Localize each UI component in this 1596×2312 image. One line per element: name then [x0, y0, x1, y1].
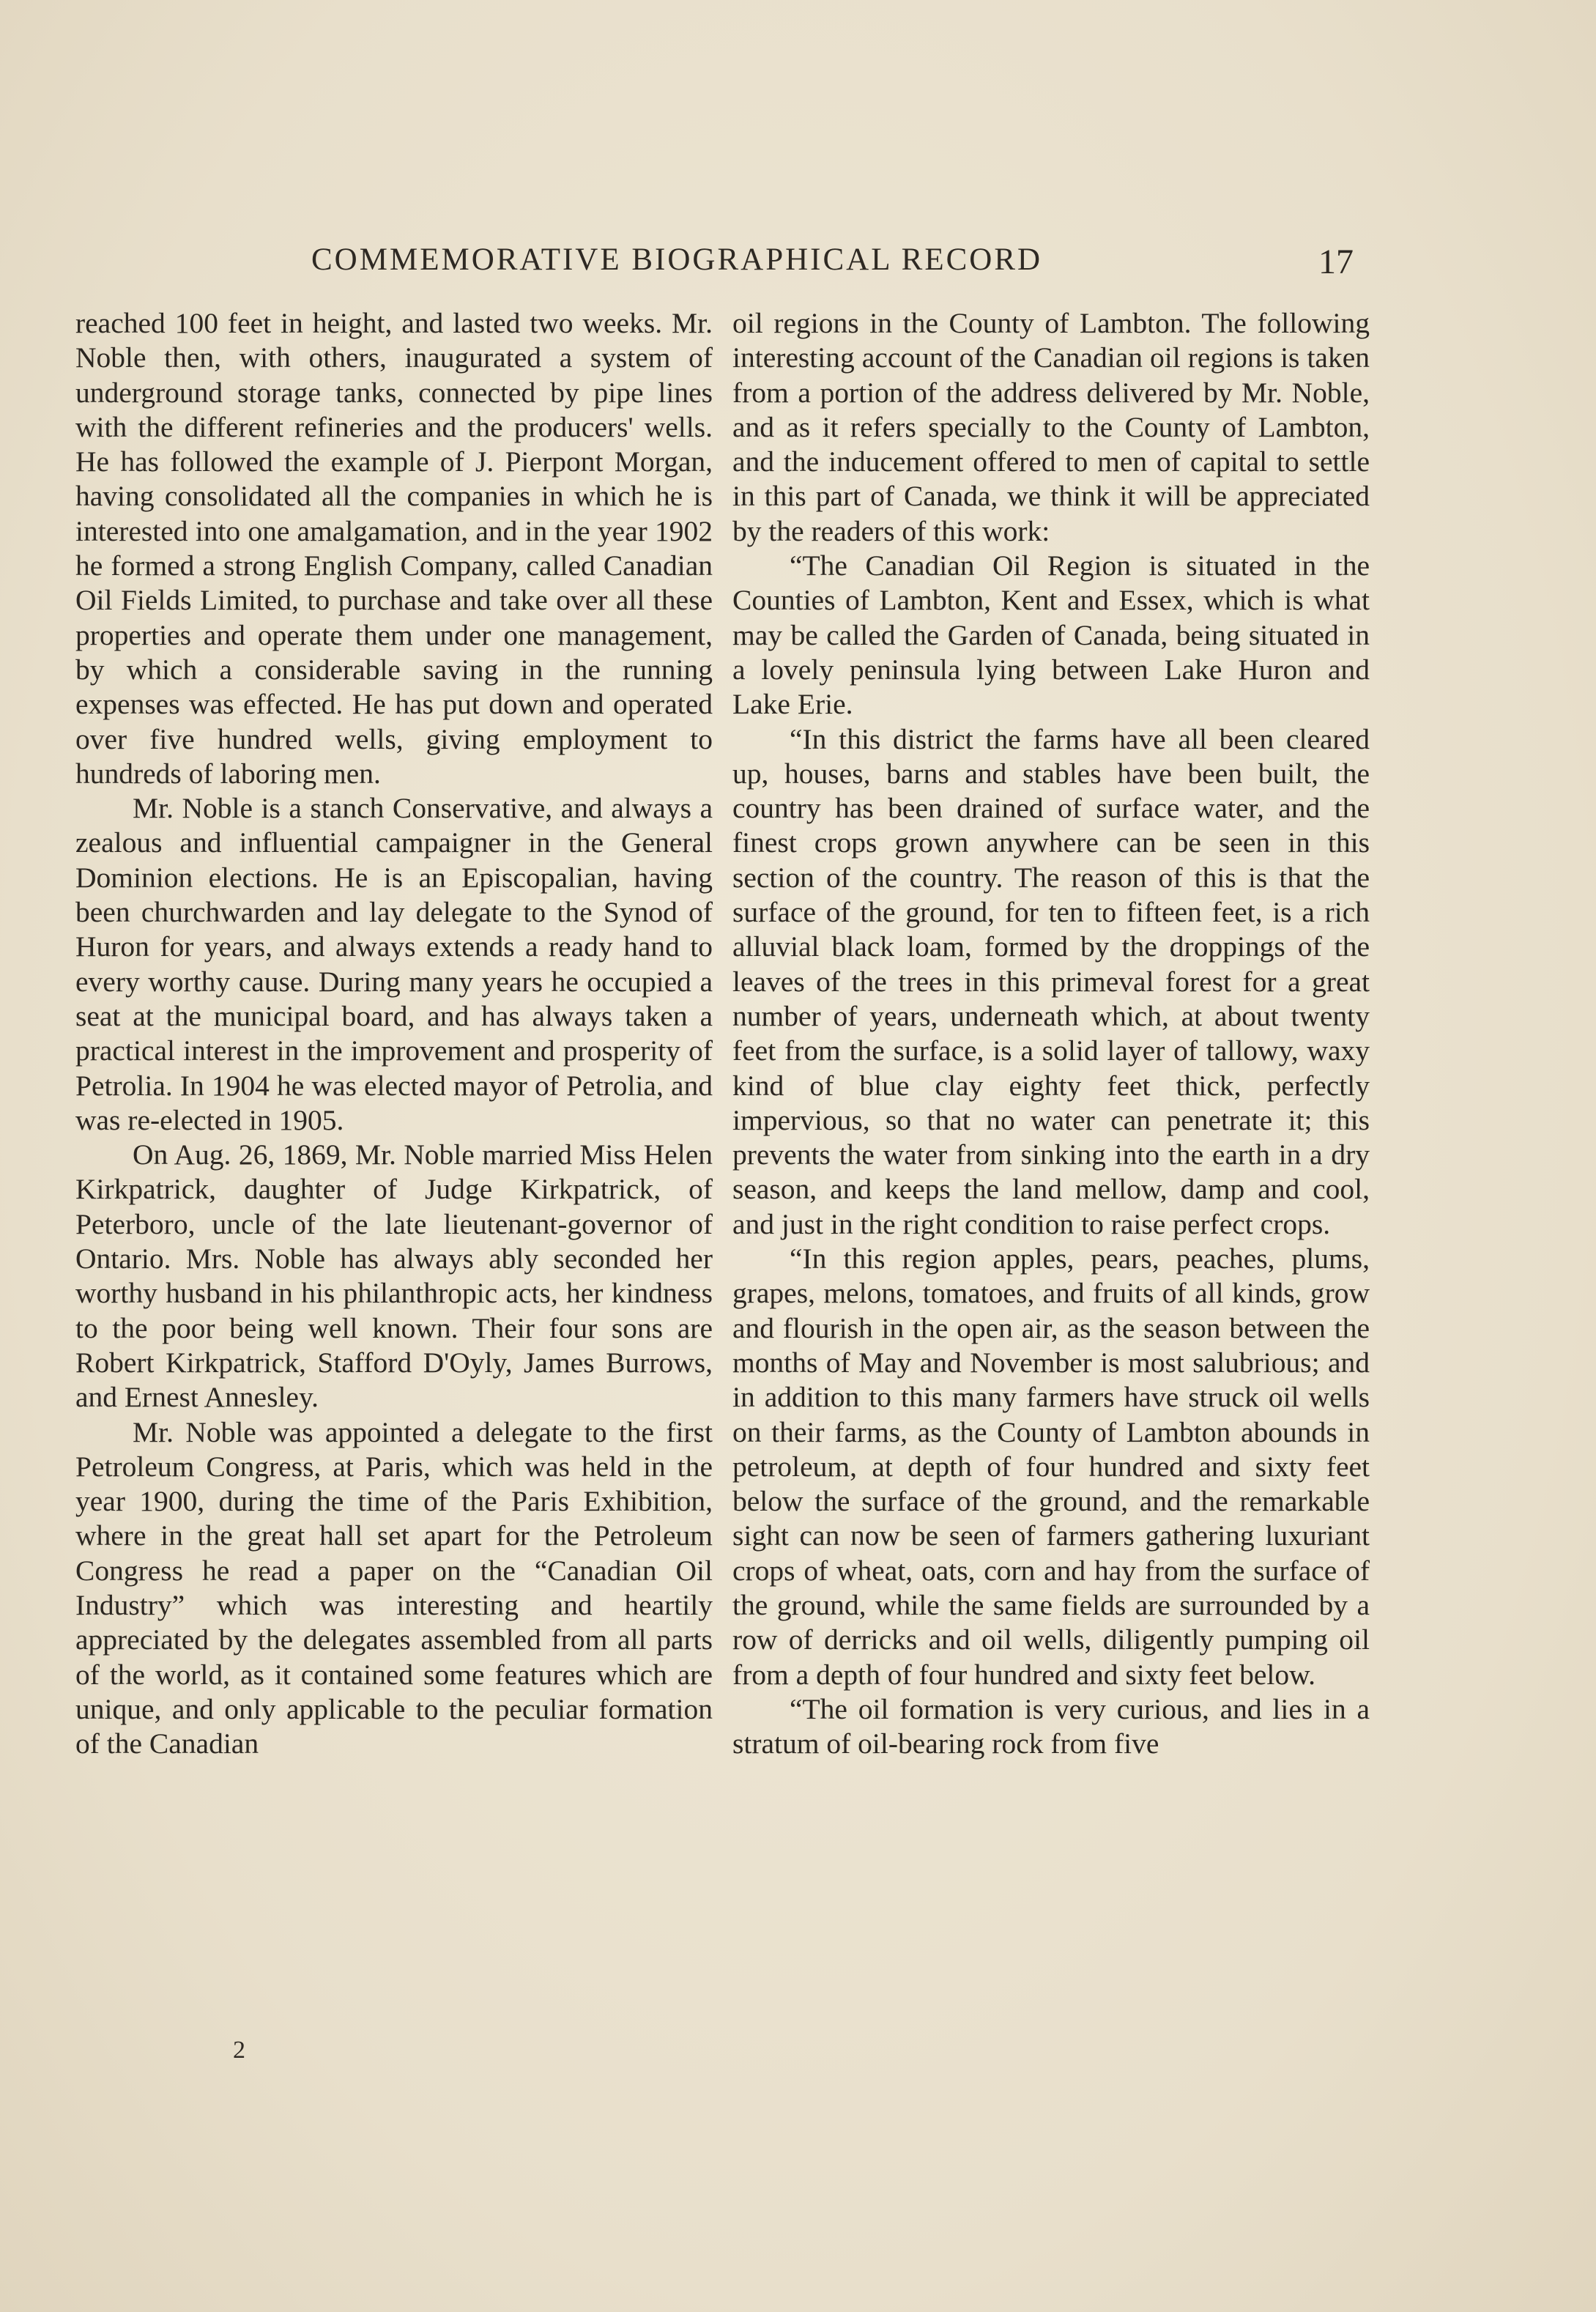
page-header [73, 242, 1362, 286]
right-paragraph-5: “The oil formation is very curious, and lies in a stratum of oil-bearing rock from five [732, 1692, 1370, 1760]
signature-mark: 2 [233, 2037, 245, 2064]
left-paragraph-1: reached 100 feet in height, and lasted two weeks. Mr. Noble then, with others, inaugurated a system of underground storage tanks, connected by pipe lines with the different refineries and the producers' wells. He has followed the example of J. Pierpont Morgan, having consolidated all the companies in which he is interested into one amalgamation, and in the year 1902 he formed a strong English Company, called Canadian Oil Fields Limited, to purchase and take over all these properties and operate them under one management, by which a considerable saving in the running expenses was effected. He has put down and operated over five hundred wells, giving employment to hundreds of laboring men. [75, 307, 713, 790]
right-paragraph-4: “In this region apples, pears, peaches, plums, grapes, melons, tomatoes, and fruits of all kinds, grow and flourish in the open air, as the season between the months of May and November is most salubrious; and in addition to this many farmers have struck oil wells on their farms, as the County of Lambton abounds in petroleum, at depth of four hundred and sixty feet below the surface of the ground, and the remarkable sight can now be seen of farmers gathering luxuriant crops of wheat, oats, corn and hay from the surface of the ground, while the same fields are surrounded by a row of derricks and oil wells, diligently pumping oil from a depth of four hundred and sixty feet below. [732, 1242, 1370, 1691]
left-paragraph-4: Mr. Noble was appointed a delegate to the first Petroleum Congress, at Paris, which was held in the year 1900, during the time of the Paris Exhibition, where in the great hall set apart for the Petroleum Congress he read a paper on the “Canadian Oil Industry” which was interesting and heartily appreciated by the delegates assembled from all parts of the world, as it contained some features which are unique, and only applicable to the peculiar formation of the Canadian [75, 1415, 713, 1760]
left-paragraph-2: Mr. Noble is a stanch Conservative, and always a zealous and influential campaigner in the General Dominion elections. He is an Episcopalian, having been churchwarden and lay delegate to the Synod of Huron for years, and always extends a ready hand to every worthy cause. During many years he occupied a seat at the municipal board, and has always taken a practical interest in the improvement and prosperity of Petrolia. In 1904 he was elected mayor of Petrolia, and was re-elected in 1905. [75, 792, 713, 1136]
right-paragraph-2: “The Canadian Oil Region is situated in the Counties of Lambton, Kent and Essex, which is what may be called the Garden of Canada, being situated in a lovely peninsula lying between Lake Huron and Lake Erie. [732, 549, 1370, 721]
running-title: COMMEMORATIVE BIOGRAPHICAL RECORD [311, 242, 1043, 277]
right-paragraph-1: oil regions in the County of Lambton. The following interesting account of the Canadian oil regions is taken from a portion of the address delivered by Mr. Noble, and as it refers specially to the County of Lambton, and the inducement offered to men of capital to settle in this part of Canada, we think it will be appreciated by the readers of this work: [732, 307, 1370, 547]
left-paragraph-3: On Aug. 26, 1869, Mr. Noble married Miss Helen Kirkpatrick, daughter of Judge Kirkpatrick, of Peterboro, uncle of the late lieutenant-governor of Ontario. Mrs. Noble has always ably seconded her worthy husband in his philanthropic acts, her kindness to the poor being well known. Their four sons are Robert Kirkpatrick, Stafford D'Oyly, James Burrows, and Ernest Annesley. [75, 1138, 713, 1414]
right-paragraph-3: “In this district the farms have all been cleared up, houses, barns and stables have been built, the country has been drained of surface water, and the finest crops grown anywhere can be seen in this section of the country. The reason of this is that the surface of the ground, for ten to fifteen feet, is a rich alluvial black loam, formed by the droppings of the leaves of the trees in this primeval forest for a great number of years, underneath which, at about twenty feet from the surface, is a solid layer of tallowy, waxy kind of blue clay eighty feet thick, perfectly impervious, so that no water can penetrate it; this prevents the water from sinking into the earth in a dry season, and keeps the land mellow, damp and cool, and just in the right condition to raise perfect crops. [732, 722, 1370, 1240]
page-number: 17 [1318, 242, 1354, 281]
left-column [75, 306, 713, 1761]
right-column [732, 306, 1370, 1761]
